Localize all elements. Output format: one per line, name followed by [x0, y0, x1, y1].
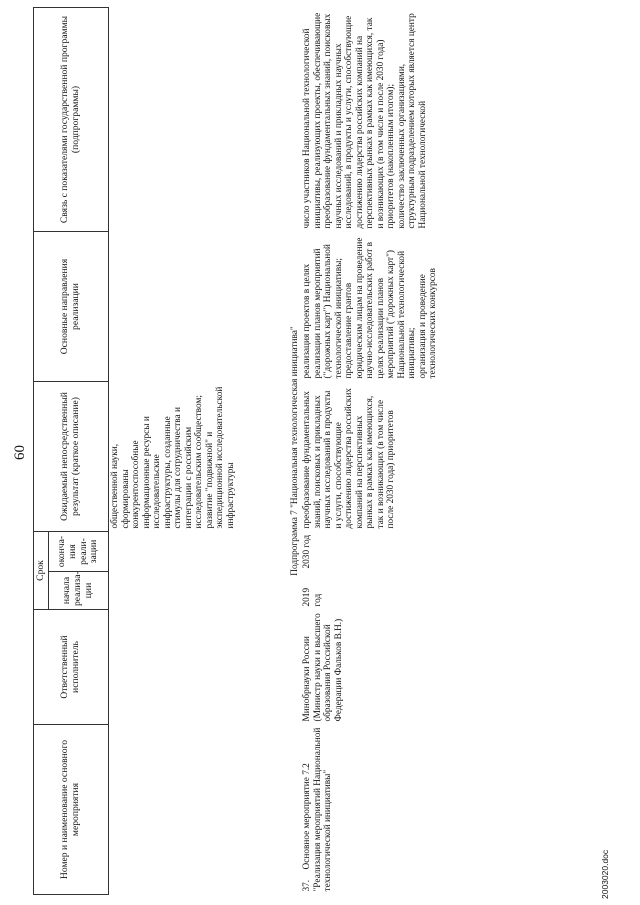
- header-col-executor: Ответственный исполнитель: [34, 610, 109, 725]
- row-executor: Минобрнауки России (Министр науки и высшего образования Российской Федерации Фальков В.Н.): [302, 613, 344, 722]
- program-table: [33, 7, 440, 895]
- row-indicators: число участников Национальной технологической инициативы, реализующих проекты, обеспечивающие преобразование фундаментальных знаний, поисковых научных исследований и прикладных научных исследований, в продукты и услуги, способствующие достижению лидерства российских компаний на перспективных рынках в рамках как имеющихся, так и возникающих (в том числе и после 2030 года) приоритетов (накопленным итогом); количество заключенных организациями, структурным подразделением которых является центр Национальной технологической: [302, 12, 428, 229]
- page-number: 60: [12, 445, 28, 460]
- header-col-end: оконча-ния реали-зации: [49, 532, 109, 572]
- table-row-37: [301, 8, 440, 895]
- header-col-term: Срок: [34, 532, 49, 610]
- row-number: 37.: [302, 879, 312, 892]
- header-col-result: Ожидаемый непосредственный результат (краткое описание): [34, 382, 109, 532]
- footer-filename: 2003020.doc: [600, 849, 610, 899]
- row-name: Основное мероприятие 7.2 "Реализация мероприятий Национальной технологической инициативы": [302, 727, 333, 892]
- header-col-start: начала реализа-ции: [49, 572, 109, 610]
- subprogram-title: Подпрограмма 7 "Национальная технологическая инициатива": [289, 326, 300, 576]
- continued-result-text: общественной науки, сформированы конкурентоспособные информационные ресурсы и исследовательские инфраструктуры, созданные стимулы для сотрудничества и интеграции с российским исследовательским сообществом; развитие "подвижной" и экспедиционной исследовательской инфраструктуры: [110, 386, 236, 529]
- header-col-indicators: Связь с показателями государственной программы (подпрограммы): [34, 8, 109, 232]
- row-result: преобразование фундаментальных знаний, поисковых и прикладных научных исследований в продукты и услуги, способствующие достижению лидерства российских компаний на перспективных рынках в рамках как имеющихся, так и возникающих (в том числе после 2030 года) приоритетов: [302, 388, 396, 529]
- header-col-directions: Основные направления реализации: [34, 232, 109, 382]
- header-col-name: Номер и наименование основного мероприятия: [34, 725, 109, 895]
- row-end: 2030 год: [302, 534, 312, 569]
- row-start: 2019 год: [302, 587, 323, 607]
- row-directions: реализация проектов в целях реализации планов мероприятий ("дорожных карт") Национальной технологической инициативы; предоставление грантов юридическим лицам на проведение научно-исследовательских работ в целях реализации планов мероприятий ("дорожных карт") Национальной технологической инициативы; организация и проведение технологических конкурсов: [302, 237, 438, 379]
